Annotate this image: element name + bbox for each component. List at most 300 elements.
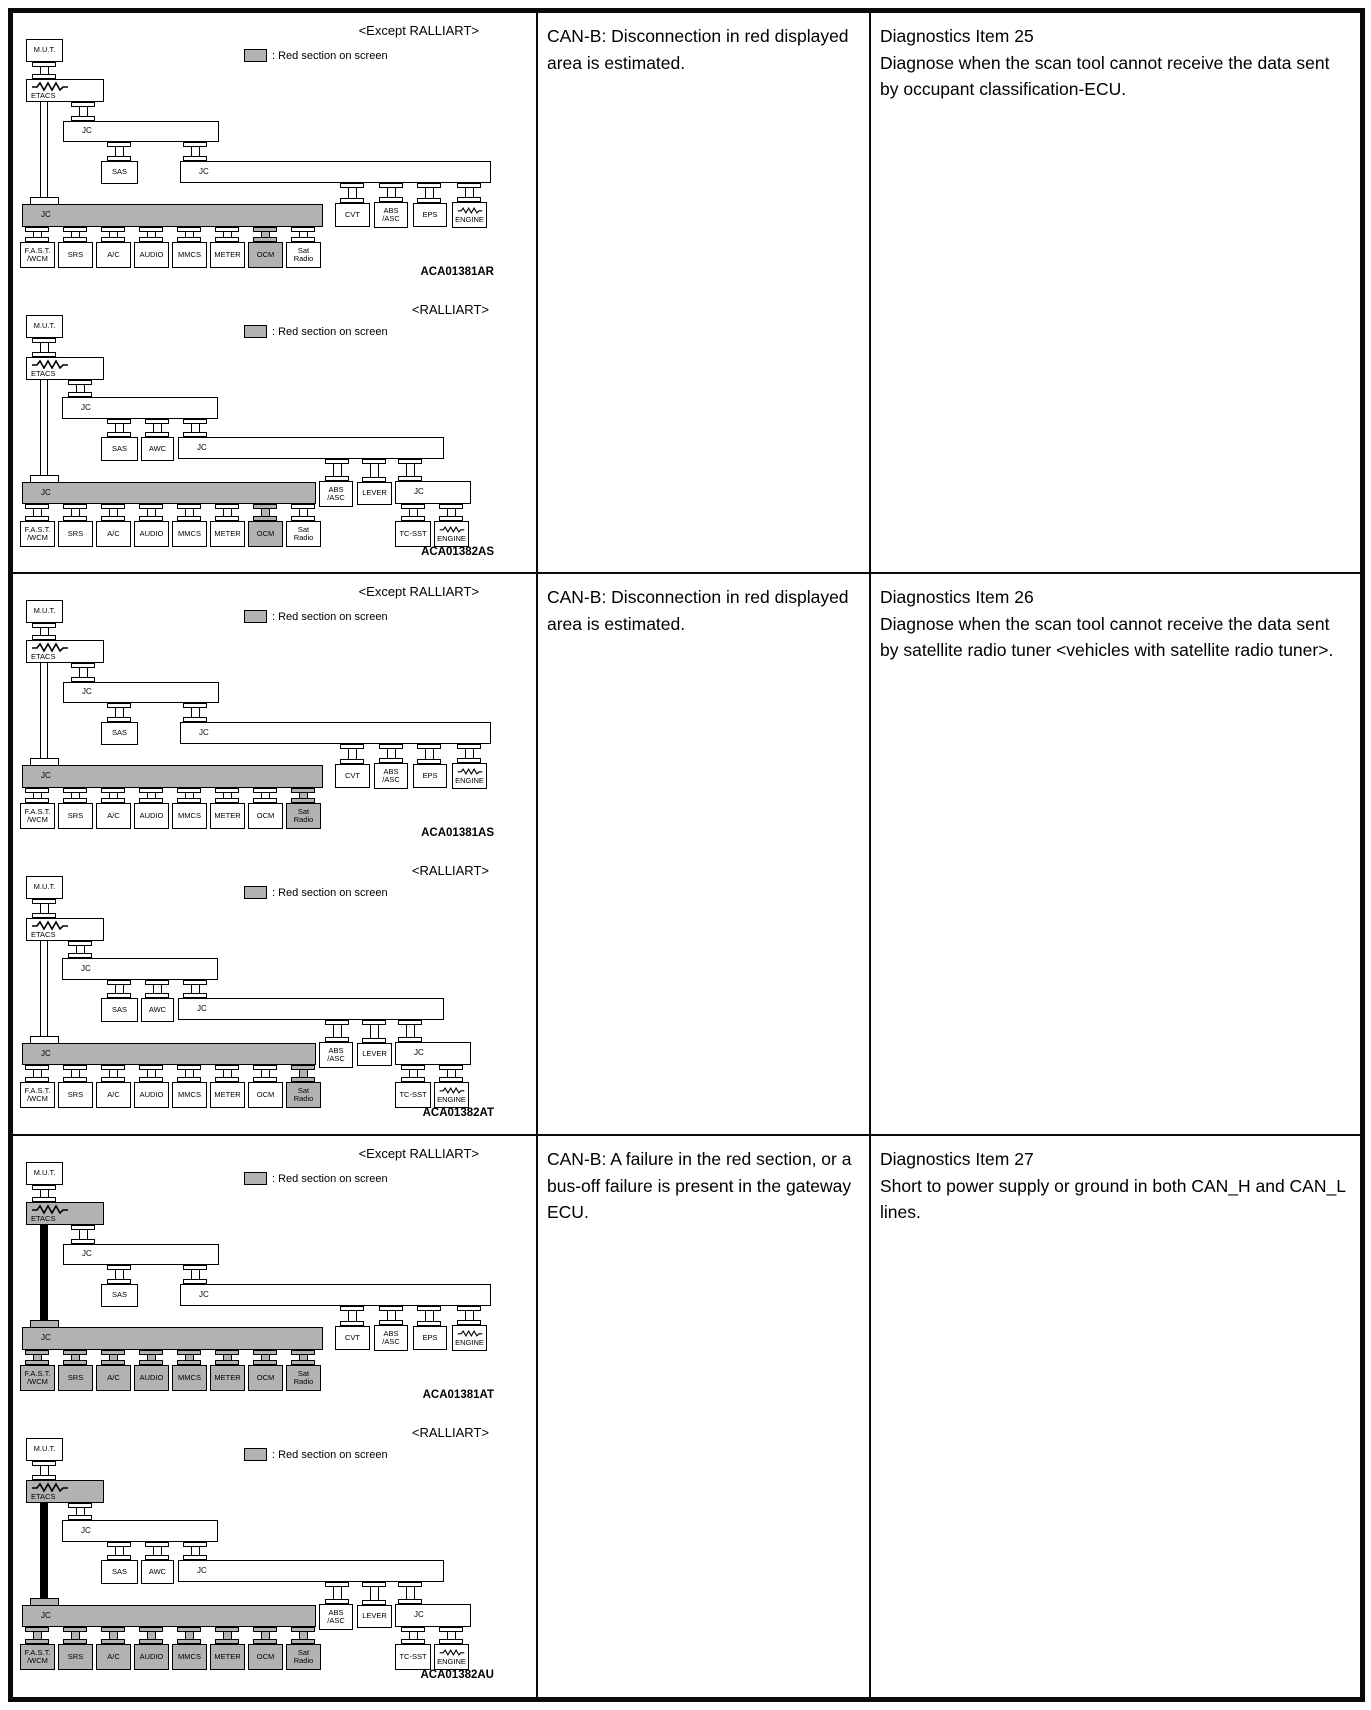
node-label: AUDIO [139,1651,164,1661]
node-label: AUDIO [139,810,164,820]
connector-stem [71,1070,80,1077]
connector-audio [139,504,163,521]
diagnostics-item-title: Diagnostics Item 27 [880,1149,1034,1169]
node-mut [26,39,63,62]
estimation-text: CAN-B: Disconnection in red displayed area is estimated. [547,26,849,73]
can-bus-trunk-line [40,102,48,204]
node-etacs [26,1480,104,1503]
node-label: AUDIO [139,1372,164,1382]
red-section-swatch [244,325,267,338]
node-audio [134,1644,169,1670]
connector-ocm [253,227,277,242]
node-engine [452,763,487,789]
connector-jc2 [183,1542,207,1560]
node-label: JC [414,1610,424,1620]
node-awc [141,1560,174,1584]
node-label: AUDIO [139,1089,164,1099]
figure-code-label: ACA01381AS [421,827,494,839]
node-engine [434,1644,469,1670]
diagram-ralliart-item27 [13,1416,536,1697]
connector-ocm [253,504,277,521]
node-label: M.U.T. [33,882,56,892]
node-label: ABS [328,1045,344,1055]
connector-jc3 [398,459,422,481]
node-label: AWC [148,1566,167,1576]
diagnostics-cell-row3 [871,1136,1360,1697]
connector-sas [107,980,131,998]
estimation-text: CAN-B: A failure in the red section, or a bus-off failure is present in the gateway ECU. [547,1149,852,1223]
node-audio [134,803,169,829]
node-ocm [248,1365,283,1391]
node-jc2 [178,1560,444,1582]
node-label: Sat [297,1368,310,1378]
node-engine [434,521,469,547]
node-sas [101,1560,138,1584]
node-label: AWC [148,1004,167,1014]
red-section-legend-label: : Red section on screen [272,1172,388,1185]
connector-tc-sst [401,1065,425,1082]
node-label: JC [41,771,51,781]
red-section-swatch [244,1448,267,1461]
connector-engine [439,1065,463,1082]
connector-sat-radio [291,1627,315,1644]
node-label: /ASC [382,1337,400,1346]
node-srs [58,803,93,829]
red-section-legend-label: : Red section on screen [272,49,388,62]
connector-stem [115,985,124,993]
connector-ocm [253,788,277,803]
connector-ac [101,504,125,521]
connector-eps [417,744,441,764]
node-jc1 [63,682,219,703]
node-label: JC [199,1289,209,1299]
connector-stem [299,1070,308,1077]
connector-tc-sst [401,1627,425,1644]
connector-stem [348,749,357,759]
node-label: JC [81,402,91,412]
node-label: SAS [111,167,127,177]
connector-fast-wcm [25,504,49,521]
node-etacs [26,79,104,102]
node-label: Sat [297,1647,310,1657]
node-jc-main [22,1043,316,1065]
node-abs-asc [319,1604,353,1630]
node-label: A/C [107,1372,120,1382]
connector-engine [457,1306,481,1325]
node-sat-radio [286,803,321,829]
node-ocm [248,803,283,829]
node-label: SRS [67,810,84,820]
connector-stem [409,509,418,516]
connector-mmcs [177,504,201,521]
diagram-cell-row2 [13,574,538,1136]
variant-label: <RALLIART> [411,863,489,878]
connector-stem [387,749,396,758]
red-section-swatch [244,1172,267,1185]
connector-sas [107,1542,131,1560]
node-cvt [335,764,370,788]
node-cvt [335,203,370,227]
node-lever [357,1605,392,1628]
connector-mmcs [177,227,201,242]
node-jc2 [180,161,491,183]
estimation-text: CAN-B: Disconnection in red displayed area is estimated. [547,587,849,634]
connector-stem [406,1587,415,1599]
node-meter [210,521,245,547]
red-section-legend-label: : Red section on screen [272,610,388,623]
connector-etacs [32,338,56,357]
node-label: A/C [107,810,120,820]
connector-sat-radio [291,788,315,803]
node-jc-main [22,1327,323,1350]
node-meter [210,1644,245,1670]
connector-stem [40,904,49,913]
node-label: TC-SST [399,1089,427,1099]
node-label: /WCM [27,815,48,824]
connector-stem [465,749,474,758]
node-label: TC-SST [399,528,427,538]
connector-stem [425,1311,434,1321]
node-srs [58,242,93,268]
connector-ac [101,1350,125,1365]
can-bus-trunk-line [40,1503,48,1605]
node-eps [413,764,447,788]
node-label: A/C [107,528,120,538]
node-jc2 [178,998,444,1020]
connector-stem [79,107,88,116]
connector-fast-wcm [25,788,49,803]
connector-awc [145,1542,169,1560]
node-sat-radio [286,1082,321,1108]
node-label: OCM [256,528,275,538]
red-section-swatch [244,610,267,623]
node-label: OCM [256,1372,275,1382]
connector-jc1 [71,102,95,121]
connector-jc2 [183,142,207,161]
diagram-ralliart-item26 [13,854,536,1135]
node-label: AUDIO [139,249,164,259]
variant-label: <Except RALLIART> [358,23,479,38]
node-label: F.A.S.T. [24,1647,51,1657]
node-label: ABS [328,484,344,494]
node-audio [134,1082,169,1108]
node-label: ETACS [31,368,56,378]
red-section-legend [244,325,388,338]
connector-stem [447,509,456,516]
connector-stem [33,509,42,516]
connector-stem [71,509,80,516]
diagnostics-item-title: Diagnostics Item 26 [880,587,1034,607]
connector-srs [63,788,87,803]
connector-mmcs [177,1065,201,1082]
node-label: JC [82,687,92,697]
node-label: JC [41,1048,51,1058]
node-label: F.A.S.T. [24,1085,51,1095]
connector-fast-wcm [25,1350,49,1365]
node-label: JC [199,727,209,737]
diagnostics-item-body: Diagnose when the scan tool cannot receive the data sent by satellite radio tuner <vehicles with satellite radio tuner>. [880,613,1334,661]
connector-jc2 [183,703,207,722]
node-label: /ASC [327,493,345,502]
node-mmcs [172,1365,207,1391]
node-label: ENGINE [437,534,466,544]
connector-jc3 [398,1020,422,1042]
connector-stem [447,1632,456,1639]
node-label: Radio [293,1094,314,1103]
node-label: JC [414,1048,424,1058]
node-label: Radio [293,533,314,542]
node-jc2 [178,437,444,459]
node-sas [101,998,138,1022]
node-label: F.A.S.T. [24,245,51,255]
connector-stem [185,1632,194,1639]
node-label: LEVER [362,488,387,498]
connector-stem [147,1070,156,1077]
connector-ac [101,1065,125,1082]
diagnostics-table [13,13,1360,1697]
node-etacs [26,357,104,380]
connector-stem [333,464,342,476]
connector-srs [63,227,87,242]
node-engine [452,202,487,228]
figure-code-label: ACA01382AU [420,1669,494,1681]
node-label: ABS [383,1328,399,1338]
node-label: AWC [148,443,167,453]
node-meter [210,242,245,268]
node-label: M.U.T. [33,45,56,55]
diagram-cell-row1 [13,13,538,574]
red-section-legend [244,1172,388,1185]
connector-fast-wcm [25,1627,49,1644]
connector-audio [139,1627,163,1644]
node-jc1 [63,121,219,142]
connector-stem [153,1547,162,1555]
node-label: LEVER [362,1611,387,1621]
connector-meter [215,227,239,242]
node-label: M.U.T. [33,606,56,616]
node-label: JC [41,487,51,497]
connector-stem [153,424,162,432]
node-jc-main [22,1605,316,1627]
connector-stem [40,67,49,74]
connector-stem [185,509,194,516]
node-label: JC [82,126,92,136]
connector-stem [406,464,415,476]
can-bus-trunk-line [40,663,48,765]
connector-stem [348,1311,357,1321]
connector-stem [40,628,49,635]
node-fast-wcm [20,521,55,547]
node-etacs [26,640,104,663]
connector-meter [215,788,239,803]
connector-jc2 [183,1265,207,1284]
connector-ocm [253,1065,277,1082]
estimation-cell-row3 [538,1136,871,1697]
connector-stem [109,1070,118,1077]
connector-engine [457,744,481,763]
connector-stem [333,1587,342,1599]
diagnostics-item-body: Short to power supply or ground in both CAN_H and CAN_L lines. [880,1175,1346,1223]
node-ocm [248,1644,283,1670]
node-meter [210,1082,245,1108]
connector-stem [40,1466,49,1475]
connector-lever [362,1020,386,1043]
node-label: OCM [256,1089,275,1099]
node-label: F.A.S.T. [24,806,51,816]
connector-etacs [32,899,56,918]
connector-fast-wcm [25,1065,49,1082]
node-eps [413,203,447,227]
node-label: ETACS [31,1491,56,1501]
node-label: SRS [67,1089,84,1099]
connector-stem [191,147,200,156]
figure-code-label: ACA01382AS [421,546,494,558]
figure-code-label: ACA01381AT [422,1389,494,1401]
node-label: SAS [111,728,127,738]
node-ac [96,521,131,547]
node-sat-radio [286,521,321,547]
can-bus-trunk-line [40,1225,48,1327]
node-label: SRS [67,249,84,259]
connector-stem [71,1632,80,1639]
node-label: Sat [297,524,310,534]
connector-meter [215,1627,239,1644]
connector-stem [33,1070,42,1077]
connector-sat-radio [291,227,315,242]
node-label: JC [197,442,207,452]
connector-stem [425,749,434,759]
node-label: SRS [67,1651,84,1661]
connector-ac [101,1627,125,1644]
node-label: Radio [293,1377,314,1386]
node-ac [96,242,131,268]
connector-audio [139,1065,163,1082]
node-label: MMCS [178,1372,201,1382]
connector-abs-asc [325,1020,349,1042]
node-label: METER [214,810,241,820]
node-label: ETACS [31,90,56,100]
node-label: SAS [111,1566,127,1576]
node-sat-radio [286,1365,321,1391]
node-etacs [26,1202,104,1225]
node-label: METER [214,1372,241,1382]
node-label: /ASC [382,775,400,784]
connector-stem [115,147,124,156]
node-label: ETACS [31,1213,56,1223]
node-fast-wcm [20,1082,55,1108]
connector-stem [79,1230,88,1239]
connector-srs [63,1627,87,1644]
connector-audio [139,1350,163,1365]
variant-label: <Except RALLIART> [358,584,479,599]
node-label: EPS [422,770,438,780]
connector-stem [115,424,124,432]
connector-stem [409,1632,418,1639]
connector-stem [370,464,379,477]
node-mut [26,1438,63,1461]
node-jc1 [62,397,218,419]
connector-stem [261,1632,270,1639]
node-jc1 [62,1520,218,1542]
node-mut [26,600,63,623]
node-label: Sat [297,1085,310,1095]
node-abs-asc [374,202,408,228]
node-label: JC [41,1610,51,1620]
connector-sas [107,142,131,161]
red-section-legend [244,49,388,62]
node-label: METER [214,1089,241,1099]
node-label: ENGINE [455,1338,484,1348]
node-label: ETACS [31,651,56,661]
connector-lever [362,1582,386,1605]
connector-stem [191,424,200,432]
node-meter [210,1365,245,1391]
connector-stem [387,1311,396,1320]
node-label: JC [199,166,209,176]
connector-stem [261,1070,270,1077]
connector-stem [425,188,434,198]
connector-jc1 [68,941,92,958]
connector-etacs [32,62,56,79]
connector-sas [107,419,131,437]
node-jc-main [22,204,323,227]
node-srs [58,1082,93,1108]
node-label: CVT [345,1332,360,1342]
connector-mmcs [177,1627,201,1644]
node-label: SRS [67,528,84,538]
node-label: AUDIO [139,528,164,538]
connector-stem [333,1025,342,1037]
node-label: Radio [293,1656,314,1665]
node-tc-sst [395,1644,431,1670]
connector-stem [147,1632,156,1639]
node-audio [134,1365,169,1391]
node-mut [26,1162,63,1185]
connector-jc1 [71,663,95,682]
node-sas [101,722,138,745]
node-jc1 [63,1244,219,1265]
variant-label: <Except RALLIART> [358,1146,479,1161]
node-engine [434,1082,469,1108]
red-section-legend-label: : Red section on screen [272,1448,388,1461]
node-label: Radio [293,254,314,263]
connector-stem [261,509,270,516]
connector-eps [417,183,441,203]
connector-stem [387,188,396,197]
node-label: /WCM [27,1656,48,1665]
connector-cvt [340,744,364,764]
connector-tc-sst [401,504,425,521]
connector-sas [107,1265,131,1284]
can-bus-trunk-line [40,941,48,1043]
connector-engine [439,1627,463,1644]
node-label: A/C [107,249,120,259]
diagnostics-cell-row2 [871,574,1360,1136]
node-awc [141,998,174,1022]
node-fast-wcm [20,1365,55,1391]
connector-stem [409,1070,418,1077]
connector-audio [139,788,163,803]
node-label: CVT [345,770,360,780]
connector-eps [417,1306,441,1326]
node-label: /ASC [382,214,400,223]
connector-stem [115,1547,124,1555]
connector-meter [215,1350,239,1365]
connector-stem [115,708,124,717]
node-mmcs [172,521,207,547]
node-label: JC [41,1333,51,1343]
node-srs [58,1365,93,1391]
